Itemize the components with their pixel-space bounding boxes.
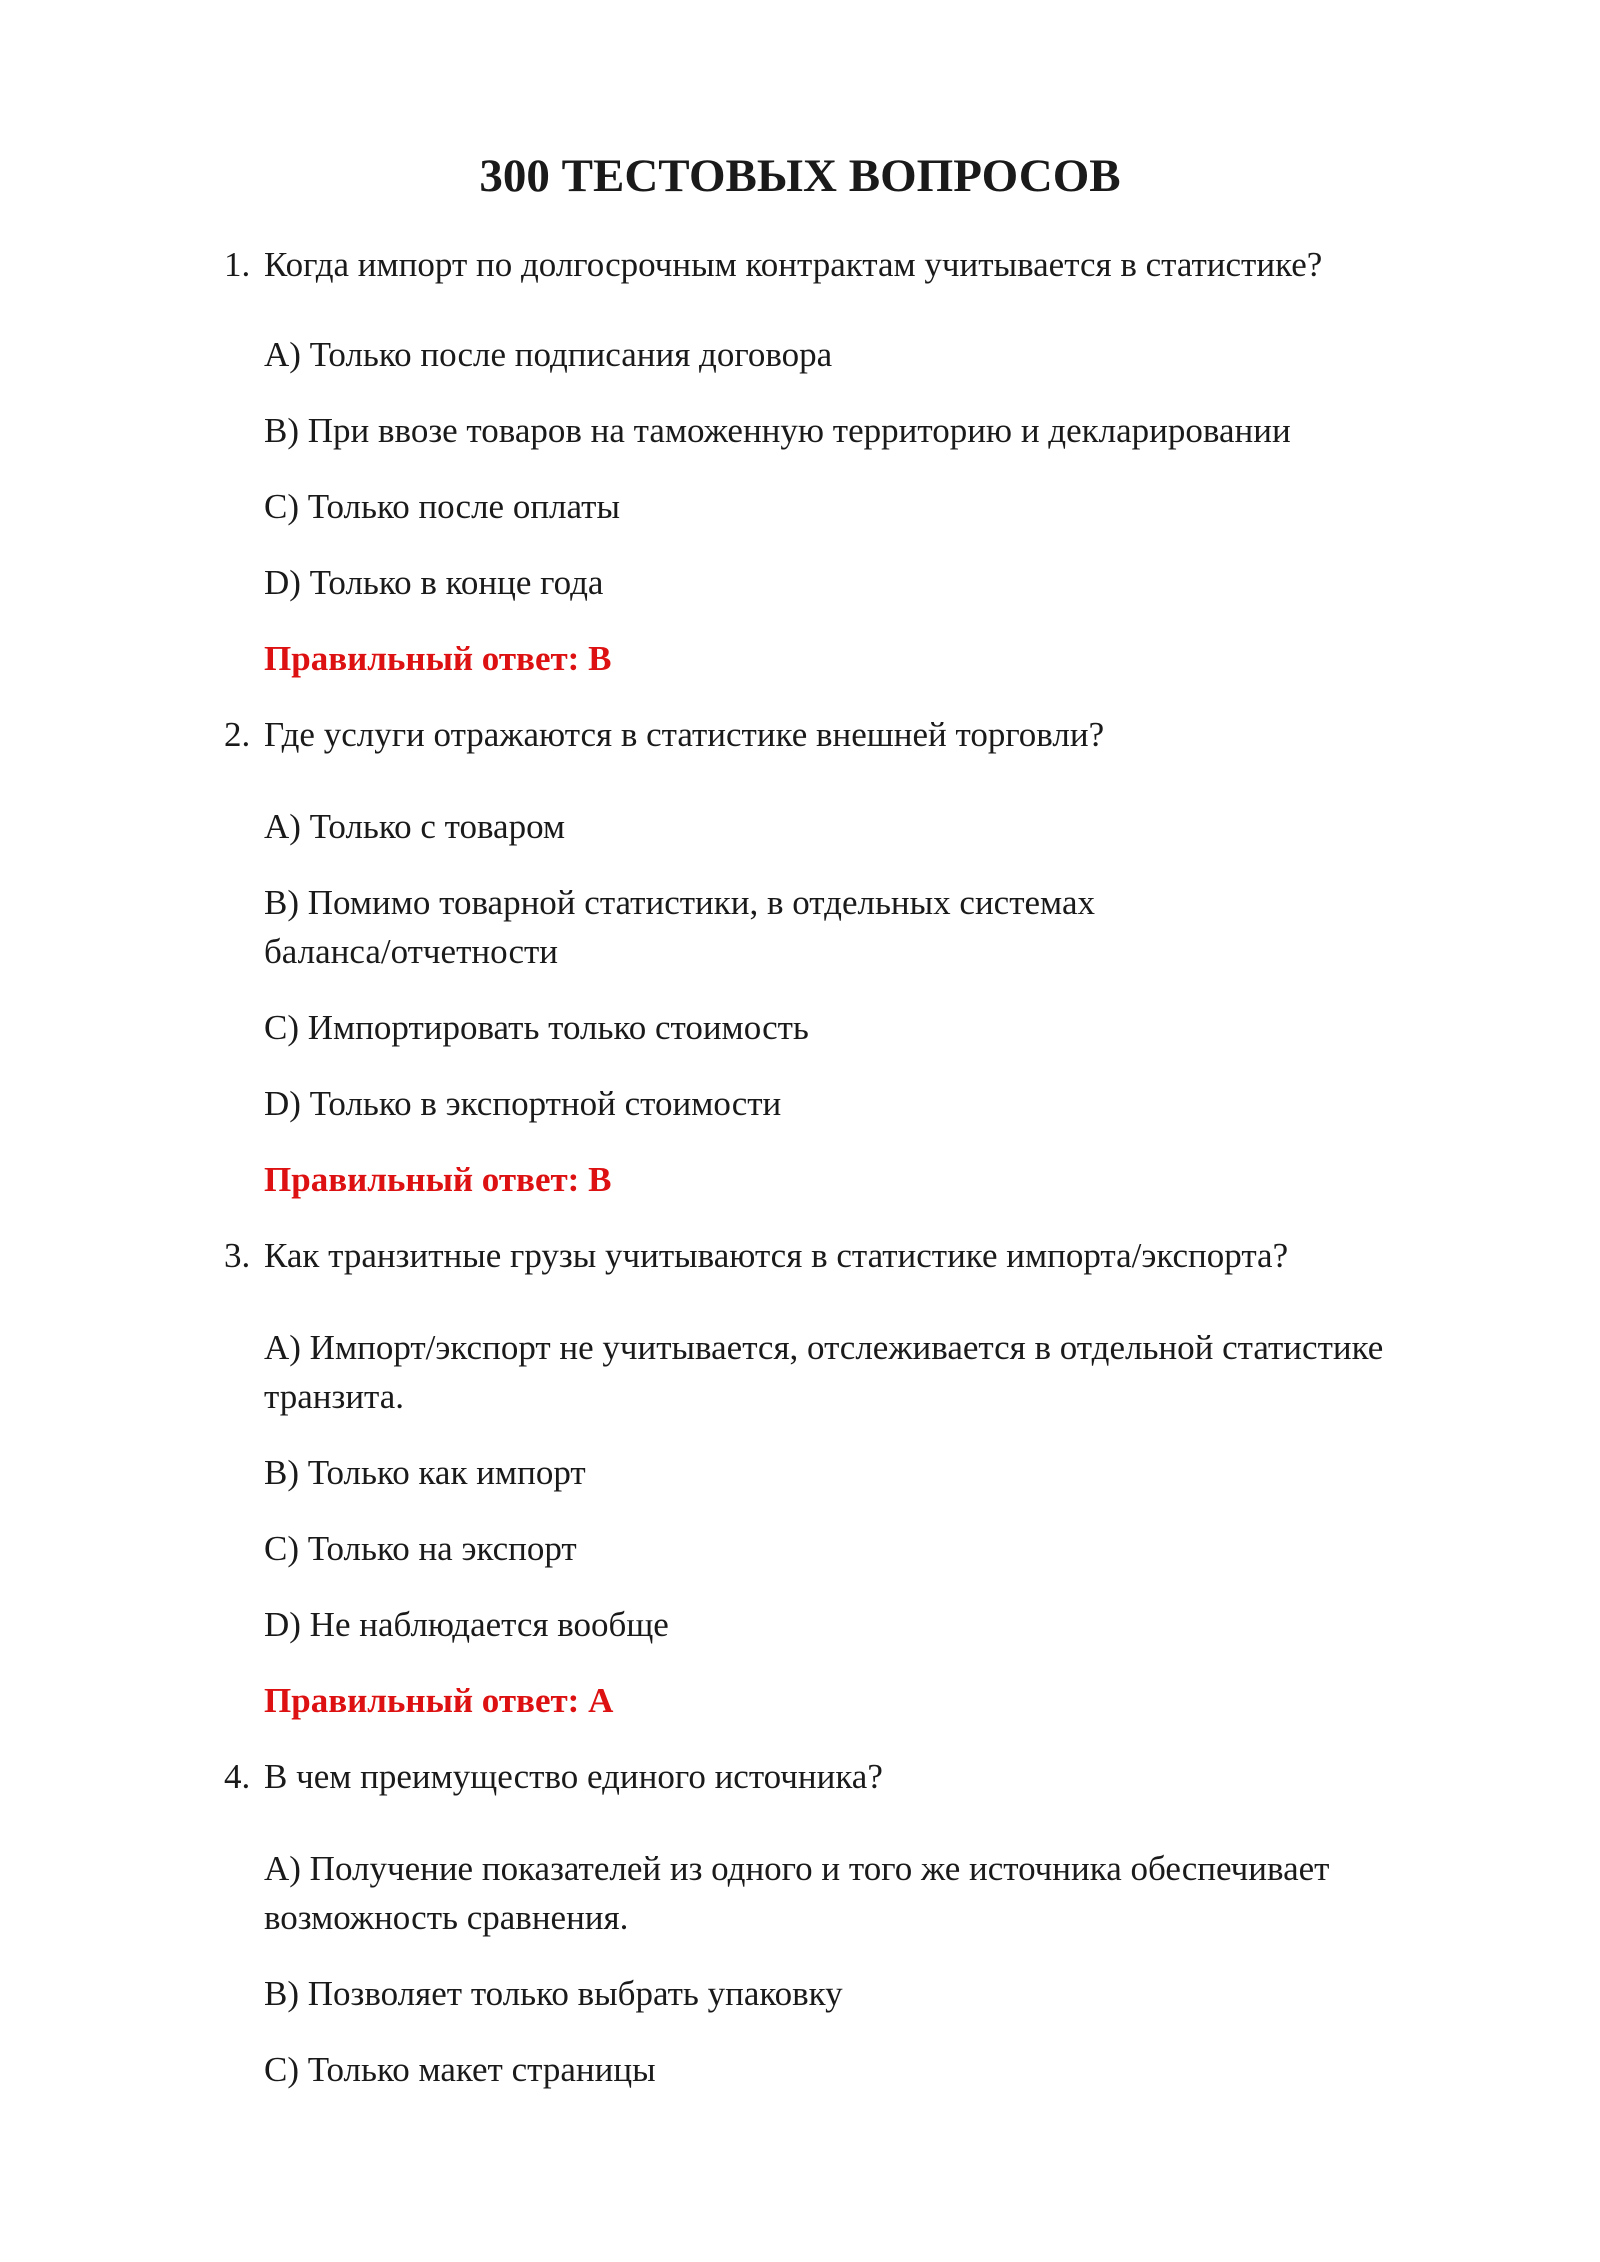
option-d: D) Только в конце года (264, 563, 604, 602)
question-text: В чем преимущество единого источника? (264, 1757, 883, 1796)
option-d: D) Только в экспортной стоимости (264, 1084, 782, 1123)
question-number: 1. (224, 245, 251, 284)
correct-answer: Правильный ответ: A (264, 1681, 614, 1720)
page-title: 300 ТЕСТОВЫХ ВОПРОСОВ (479, 150, 1121, 202)
option-c: C) Импортировать только стоимость (264, 1008, 809, 1047)
option-b: B) При ввозе товаров на таможенную территорию и декларировании (264, 411, 1291, 450)
option-c: C) Только после оплаты (264, 487, 620, 526)
question-number: 3. (224, 1236, 251, 1275)
option-b: B) Только как импорт (264, 1453, 586, 1492)
option-d: D) Не наблюдается вообще (264, 1605, 669, 1644)
option-c: C) Только на экспорт (264, 1529, 577, 1568)
correct-answer: Правильный ответ: B (264, 1160, 612, 1199)
option-a: A) Импорт/экспорт не учитывается, отслеживается в отдельной статистике транзита. (264, 1328, 1384, 1416)
option-b: B) Помимо товарной статистики, в отдельных системах баланса/отчетности (264, 883, 1095, 971)
correct-answer: Правильный ответ: B (264, 639, 612, 678)
question-number: 4. (224, 1757, 251, 1796)
question-text: Когда импорт по долгосрочным контрактам учитывается в статистике? (264, 245, 1323, 284)
question-text: Где услуги отражаются в статистике внешней торговли? (264, 715, 1105, 754)
option-c: C) Только макет страницы (264, 2050, 656, 2089)
option-b: B) Позволяет только выбрать упаковку (264, 1974, 843, 2013)
question-text: Как транзитные грузы учитываются в статистике импорта/экспорта? (264, 1236, 1289, 1275)
option-a: A) Только после подписания договора (264, 335, 833, 374)
question-number: 2. (224, 715, 251, 754)
option-a: A) Получение показателей из одного и того же источника обеспечивает возможность сравнения. (264, 1849, 1330, 1937)
option-a: A) Только с товаром (264, 807, 566, 846)
